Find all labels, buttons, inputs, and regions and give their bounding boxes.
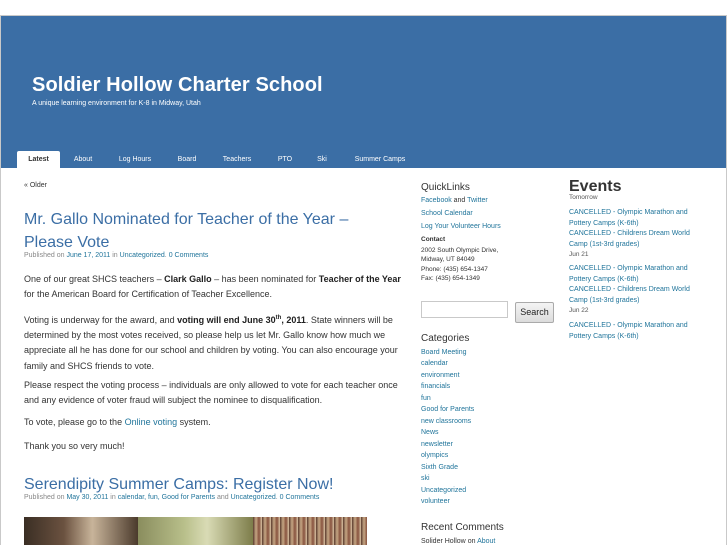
- event-link[interactable]: CANCELLED - Olympic Marathon and Pottery Camps (K-6th): [569, 265, 688, 283]
- recent-comments-title: Recent Comments: [421, 522, 504, 533]
- tab-latest[interactable]: Latest: [17, 151, 60, 168]
- category-link[interactable]: Board Meeting: [421, 349, 467, 356]
- tab-pto[interactable]: PTO: [277, 156, 293, 163]
- log-volunteer-hours-link[interactable]: Log Your Volunteer Hours: [421, 223, 501, 230]
- twitter-link[interactable]: Twitter: [467, 197, 488, 204]
- recent-comment-post-link[interactable]: About: [477, 538, 496, 545]
- event-day: Jun 22: [569, 307, 589, 314]
- address-line: Midway, UT 84049: [421, 256, 475, 263]
- contact-label: Contact: [421, 236, 446, 243]
- events-title: Events: [569, 178, 622, 195]
- tab-about[interactable]: About: [73, 156, 93, 163]
- camp-photo[interactable]: [138, 517, 253, 545]
- post-date-link[interactable]: May 30, 2011: [66, 494, 109, 501]
- site-header: [1, 16, 726, 168]
- post-category-link[interactable]: Uncategorized: [119, 252, 165, 259]
- phone-number: Phone: (435) 654-1347: [421, 266, 488, 273]
- category-link[interactable]: News: [421, 429, 439, 436]
- post-paragraph: Please respect the voting process – individuals are only allowed to vote for each teacher once and any evidence of voter fraud will subject the nominee to disqualification.: [24, 380, 398, 406]
- post-image-strip: [24, 517, 367, 545]
- event-day: Tomorrow: [569, 194, 598, 201]
- category-link[interactable]: new classrooms: [421, 418, 472, 425]
- social-links: Facebook and Twitter: [421, 197, 488, 204]
- event-link[interactable]: CANCELLED - Childrens Dream World Camp (1st-3rd grades): [569, 286, 690, 304]
- post-comments-link[interactable]: 0 Comments: [279, 494, 320, 501]
- category-link[interactable]: volunteer: [421, 498, 450, 505]
- event-link[interactable]: CANCELLED - Childrens Dream World Camp (1st-3rd grades): [569, 230, 690, 248]
- tab-teachers[interactable]: Teachers: [222, 156, 252, 163]
- tab-board[interactable]: Board: [177, 156, 197, 163]
- post-paragraph: One of our great SHCS teachers – Clark Gallo – has been nominated for Teacher of the Year for the American Board for Certification of Teacher Excellence.: [24, 274, 401, 300]
- tab-ski[interactable]: Ski: [317, 156, 327, 163]
- category-link[interactable]: ski: [421, 475, 430, 482]
- site-description: A unique learning environment for K-8 in Midway, Utah: [32, 100, 201, 107]
- event-link[interactable]: CANCELLED - Olympic Marathon and Pottery Camps (K-6th): [569, 322, 688, 340]
- category-link[interactable]: calendar: [421, 360, 448, 367]
- category-link[interactable]: newsletter: [421, 441, 453, 448]
- camp-photo[interactable]: [24, 517, 138, 545]
- post-date-link[interactable]: June 17, 2011: [66, 252, 111, 259]
- category-link[interactable]: Good for Parents: [421, 406, 475, 413]
- categories-title: Categories: [421, 333, 470, 344]
- school-calendar-link[interactable]: School Calendar: [421, 210, 473, 217]
- post-comments-link[interactable]: 0 Comments: [168, 252, 209, 259]
- category-link[interactable]: environment: [421, 372, 460, 379]
- post-category-link[interactable]: Uncategorized: [230, 494, 276, 501]
- older-posts-link[interactable]: « Older: [24, 182, 47, 189]
- event-day: Jun 21: [569, 251, 589, 258]
- search-input[interactable]: [421, 301, 508, 318]
- post-paragraph: Thank you so very much!: [24, 441, 125, 451]
- quicklinks-title: QuickLinks: [421, 182, 470, 193]
- search-button[interactable]: Search: [515, 302, 554, 323]
- online-voting-link[interactable]: Online voting: [124, 417, 178, 427]
- recent-comment: Solider Hollow on About: [421, 538, 496, 545]
- category-link[interactable]: financials: [421, 383, 451, 390]
- tab-log-hours[interactable]: Log Hours: [118, 156, 152, 163]
- post-paragraph: Voting is underway for the award, and voting will end June 30th, 2011. State winners will be determined by the most votes received, so please help us let Mr. Gallo know how much we appreciate all he has done for our school and children by voting. You can also encourage your family and SHCS friends to vote.: [24, 315, 398, 371]
- camp-photo[interactable]: [253, 517, 367, 545]
- post-meta: Published on June 17, 2011 in Uncategorized. 0 Comments: [24, 252, 209, 259]
- post-meta: Published on May 30, 2011 in calendar, fun, Good for Parents and Uncategorized. 0 Comments: [24, 494, 320, 501]
- site-title[interactable]: Soldier Hollow Charter School: [32, 74, 323, 96]
- post-category-link[interactable]: calendar, fun, Good for Parents: [117, 494, 215, 501]
- fax-number: Fax: (435) 654-1349: [421, 275, 480, 282]
- post-title[interactable]: Mr. Gallo Nominated for Teacher of the Year – Please Vote: [24, 211, 349, 251]
- address-line: 2002 South Olympic Drive,: [421, 247, 499, 254]
- facebook-link[interactable]: Facebook: [421, 197, 452, 204]
- category-link[interactable]: Uncategorized: [421, 487, 467, 494]
- tab-summer-camps[interactable]: Summer Camps: [354, 156, 406, 163]
- post-paragraph: To vote, please go to the Online voting system.: [24, 417, 211, 427]
- category-link[interactable]: olympics: [421, 452, 449, 459]
- category-link[interactable]: Sixth Grade: [421, 464, 458, 471]
- event-link[interactable]: CANCELLED - Olympic Marathon and Pottery Camps (K-6th): [569, 209, 688, 227]
- post-title[interactable]: Serendipity Summer Camps: Register Now!: [24, 476, 334, 493]
- category-link[interactable]: fun: [421, 395, 431, 402]
